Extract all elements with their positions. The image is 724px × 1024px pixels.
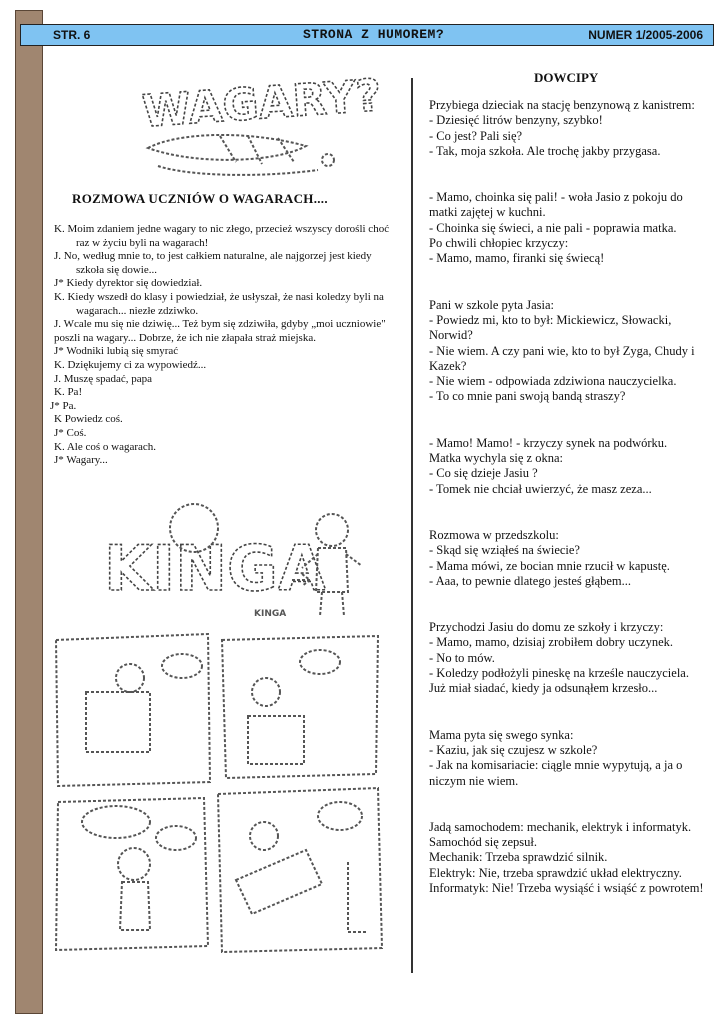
joke-item [429,298,707,405]
joke-line: - Koledzy podłożyli pineskę na krześle nauczyciela. Już miał siadać, kiedy ja odsunąłem krzesło... [429,666,689,696]
dialogue-line: J* Wagary... [54,454,108,467]
dialogue-line: J* Pa. [50,399,77,412]
comic-panel-4 [218,788,382,952]
issue-number: NUMER 1/2005-2006 [588,28,703,42]
section-title: STRONA Z HUMOREM? [303,27,445,42]
dialogue-list [50,223,392,468]
joke-line: - No to mów. [429,650,495,665]
joke-item [429,728,707,789]
comic-panel-1 [56,634,210,786]
joke-line: Mama pyta się swego synka: [429,727,574,742]
comic-strip-drawing [52,632,386,952]
dialogue-line: J. Wcale mu się nie dziwię... Też bym się zdziwiła, gdyby „moi uczniowie" poszli na wagary... Dobrze, że ich nie złapała straż miejska. [54,318,386,344]
joke-item [429,190,707,266]
dialogue-line: K. Dziękujemy ci za wypowiedź... [54,358,207,371]
joke-line: Elektryk: Nie, trzeba sprawdzić układ elektryczny. [429,865,682,880]
dialogue-line: K. Kiedy wszedł do klasy i powiedział, że usłyszał, że nasi koledzy byli na wagarach... niezłe zdziwko. [54,290,384,317]
joke-line: - Tomek nie chciał uwierzyć, że masz zeza... [429,481,652,496]
dialogue-line: K Powiedz coś. [54,413,123,426]
side-bar-decoration [15,10,43,1014]
comic-panel-3 [56,798,208,950]
joke-line: - Mamo, choinka się pali! - woła Jasio z pokoju do matki zajętej w kuchni. [429,190,683,220]
comic-panel-2 [222,636,378,778]
joke-item [429,820,707,896]
joke-line: - Mamo! Mamo! - krzyczy synek na podwórku. [429,435,668,450]
kinga-drawing [96,498,392,624]
dialogue-line: J. Muszę spadać, papa [54,372,153,385]
joke-item [429,528,707,589]
jokes-list [429,98,707,927]
joke-line: Rozmowa w przedszkolu: [429,527,559,542]
page-number: STR. 6 [53,28,91,42]
joke-line: Przychodzi Jasiu do domu ze szkoły i krzyczy: [429,620,664,635]
joke-line: Mechanik: Trzeba sprawdzić silnik. [429,850,608,865]
dialogue-line: J* Wodniki lubią się smyrać [54,345,179,358]
wagary-banner-text: WAGARY? [140,70,384,138]
joke-line: - Co jest? Pali się? [429,128,523,143]
column-divider [411,78,413,973]
joke-line: Pani w szkole pyta Jasia: [429,297,554,312]
kinga-small-label: KINGA [254,609,287,619]
page-header [20,24,714,46]
dialogue-line: K. Ale coś o wagarach. [54,440,157,453]
joke-line: - Skąd się wziąłeś na świecie? [429,543,580,558]
dialogue-line: K. Pa! [54,386,83,399]
joke-item [429,620,707,696]
joke-line: Informatyk: Nie! Trzeba wysiąść i wsiąść z powrotem! [429,880,704,895]
joke-line: - Kaziu, jak się czujesz w szkole? [429,742,598,757]
joke-line: - Nie wiem - odpowiada zdziwiona nauczycielka. [429,374,677,389]
joke-line: Matka wychyla się z okna: [429,451,563,466]
wagary-drawing [128,66,384,184]
joke-line: - Choinka się świeci, a nie pali - poprawia matka. [429,220,677,235]
joke-line: Po chwili chłopiec krzyczy: [429,236,569,251]
joke-line: - Mamo, mamo, dzisiaj zrobiłem dobry uczynek. [429,635,674,650]
joke-line: - Dziesięć litrów benzyny, szybko! [429,113,603,128]
joke-line: - To co mnie pani swoją bandą straszy? [429,389,626,404]
joke-line: - Aaa, to pewnie dlatego jesteś głąbem... [429,573,632,588]
dialogue-title: ROZMOWA UCZNIÓW O WAGARACH.... [72,191,328,206]
joke-line: - Nie wiem. A czy pani wie, kto to był Zyga, Chudy i Kazek? [429,343,695,373]
joke-line: Jadą samochodem: mechanik, elektryk i informatyk. [429,819,692,834]
jokes-title: DOWCIPY [534,70,599,85]
joke-line: - Co się dzieje Jasiu ? [429,466,538,481]
dialogue-line: J* Kiedy dyrektor się dowiedział. [54,277,203,290]
joke-item [429,98,707,159]
dialogue-line: J* Coś. [54,426,87,439]
kinga-text: KINGA [104,532,326,605]
joke-line: - Jak na komisariacie: ciągle mnie wypytują, a ja o niczym nie wiem. [429,758,683,788]
joke-line: - Powiedz mi, kto to był: Mickiewicz, Słowacki, Norwid? [429,312,672,343]
joke-line: Przybiega dzieciak na stację benzynową z kanistrem: [429,98,695,112]
joke-line: Samochód się zepsuł. [429,835,537,850]
dialogue-line: K. Moim zdaniem jedne wagary to nic złego, przecież wszyscy dorośli choć raz w życiu byli na wagarach! [54,223,390,249]
dialogue-line: J. No, według mnie to, to jest całkiem naturalne, ale najgorzej jest kiedy szkoła się dowie... [54,250,372,276]
joke-line: - Mama mówi, ze bocian mnie rzucił w kapustę. [429,558,670,573]
joke-line: - Mamo, mamo, firanki się świecą! [429,251,605,266]
joke-line: - Tak, moja szkoła. Ale trochę jakby przygasa. [429,143,661,158]
joke-item [429,436,707,497]
